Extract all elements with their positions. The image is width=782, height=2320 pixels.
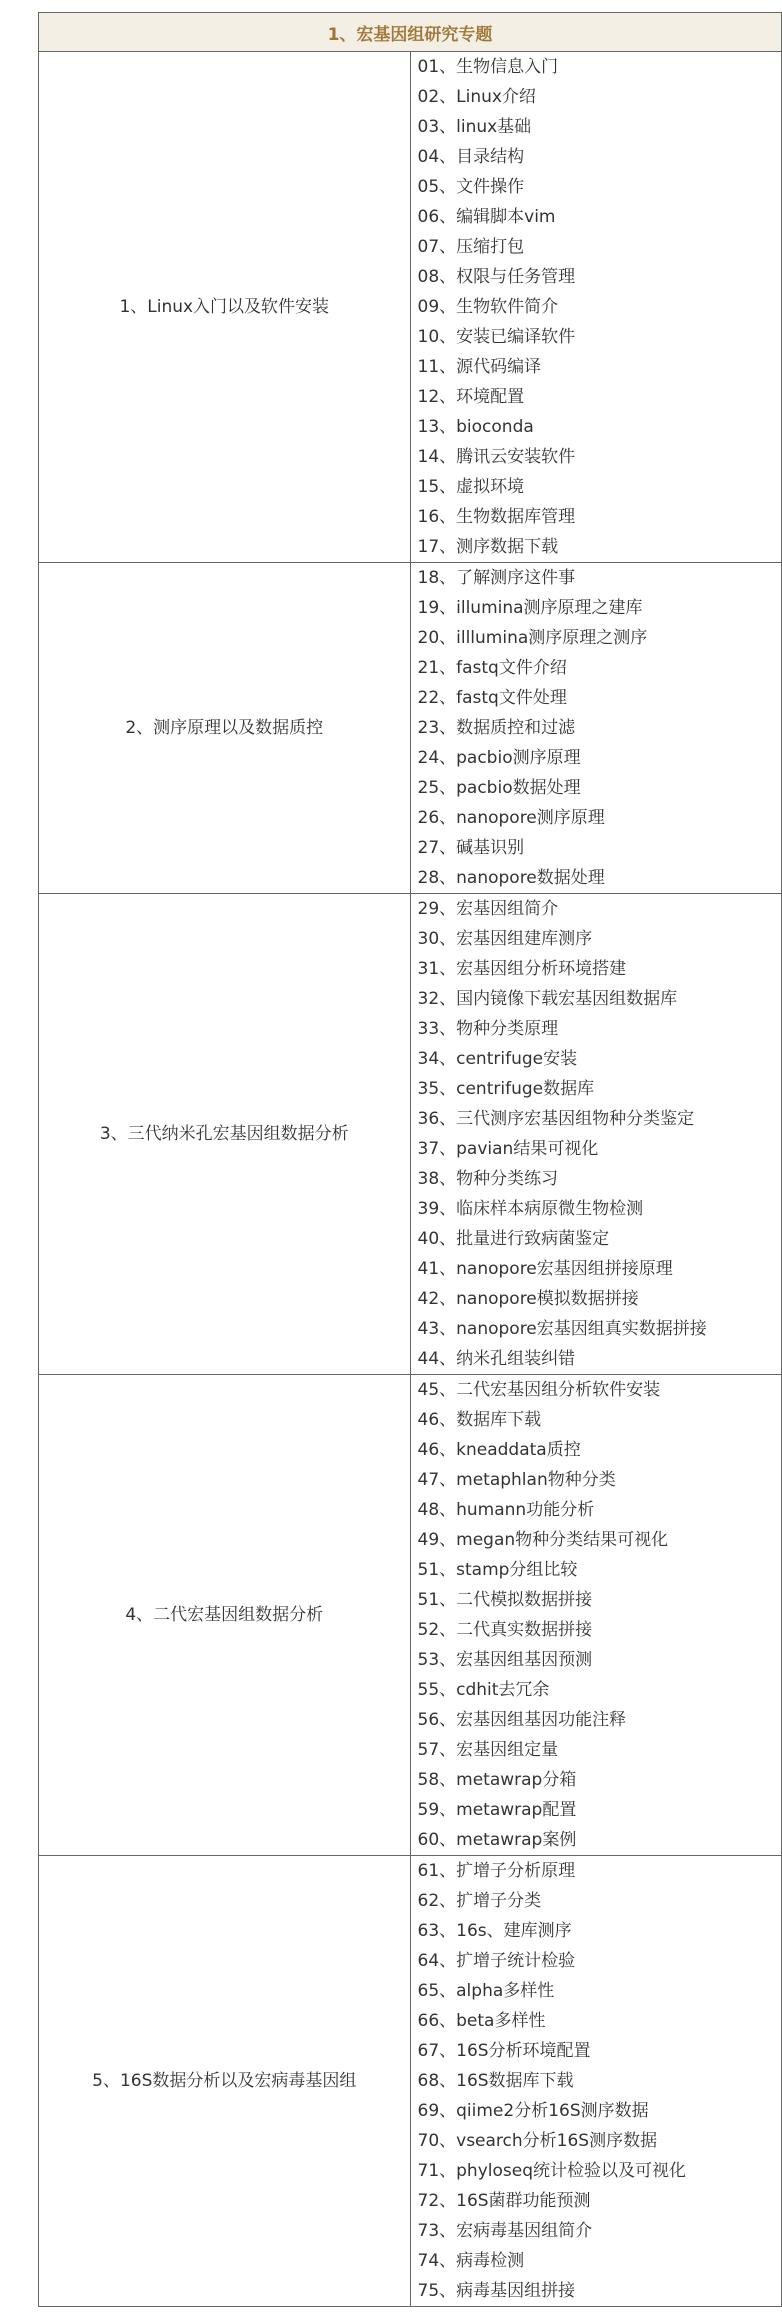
lesson-item: 74、病毒检测 <box>417 2251 525 2271</box>
section-items <box>410 563 782 894</box>
lesson-item: 24、pacbio测序原理 <box>417 748 581 768</box>
lesson-item: 27、碱基识别 <box>417 838 525 858</box>
lesson-item: 68、16S数据库下载 <box>417 2071 574 2091</box>
lesson-item: 43、nanopore宏基因组真实数据拼接 <box>417 1319 707 1339</box>
lesson-item: 36、三代测序宏基因组物种分类鉴定 <box>417 1109 695 1129</box>
lesson-item: 14、腾讯云安装软件 <box>417 447 576 467</box>
lesson-item: 61、扩增子分析原理 <box>417 1861 576 1881</box>
lesson-item: 02、Linux介绍 <box>417 87 536 107</box>
lesson-item: 62、扩增子分类 <box>417 1891 542 1911</box>
lesson-item: 57、宏基因组定量 <box>417 1740 559 1760</box>
lesson-item: 73、宏病毒基因组简介 <box>417 2221 593 2241</box>
lesson-item: 63、16s、建库测序 <box>417 1921 572 1941</box>
lesson-item: 05、文件操作 <box>417 177 525 197</box>
table-title: 1、宏基因组研究专题 <box>39 13 782 52</box>
lesson-item: 26、nanopore测序原理 <box>417 808 605 828</box>
lesson-item: 51、stamp分组比较 <box>417 1560 578 1580</box>
lesson-item: 51、二代模拟数据拼接 <box>417 1590 593 1610</box>
lesson-item: 37、pavian结果可视化 <box>417 1139 599 1159</box>
lesson-item: 32、国内镜像下载宏基因组数据库 <box>417 989 678 1009</box>
lesson-item: 70、vsearch分析16S测序数据 <box>417 2131 658 2151</box>
section-name: 3、三代纳米孔宏基因组数据分析 <box>39 894 411 1375</box>
section-items <box>410 1375 782 1856</box>
lesson-item: 39、临床样本病原微生物检测 <box>417 1199 644 1219</box>
lesson-item: 52、二代真实数据拼接 <box>417 1620 593 1640</box>
lesson-item: 46、数据库下载 <box>417 1410 542 1430</box>
lesson-item: 16、生物数据库管理 <box>417 507 576 527</box>
lesson-item: 29、宏基因组简介 <box>417 899 559 919</box>
lesson-item: 67、16S分析环境配置 <box>417 2041 591 2061</box>
lesson-item: 09、生物软件简介 <box>417 297 559 317</box>
lesson-item: 10、安装已编译软件 <box>417 327 576 347</box>
course-table <box>38 12 782 2307</box>
section-items <box>410 52 782 563</box>
lesson-item: 64、扩增子统计检验 <box>417 1951 576 1971</box>
section-items <box>410 1856 782 2307</box>
lesson-item: 23、数据质控和过滤 <box>417 718 576 738</box>
lesson-item: 28、nanopore数据处理 <box>417 868 605 888</box>
lesson-item: 04、目录结构 <box>417 147 525 167</box>
lesson-item: 65、alpha多样性 <box>417 1981 555 2001</box>
lesson-item: 35、centrifuge数据库 <box>417 1079 595 1099</box>
lesson-item: 06、编辑脚本vim <box>417 207 556 227</box>
section-row <box>39 52 782 563</box>
lesson-item: 42、nanopore模拟数据拼接 <box>417 1289 639 1309</box>
lesson-item: 20、illlumina测序原理之测序 <box>417 628 648 648</box>
lesson-item: 30、宏基因组建库测序 <box>417 929 593 949</box>
lesson-item: 21、fastq文件介绍 <box>417 658 567 678</box>
section-items <box>410 894 782 1375</box>
lesson-item: 49、megan物种分类结果可视化 <box>417 1530 669 1550</box>
lesson-item: 59、metawrap配置 <box>417 1800 577 1820</box>
lesson-item: 46、kneaddata质控 <box>417 1440 581 1460</box>
lesson-item: 22、fastq文件处理 <box>417 688 567 708</box>
lesson-item: 66、beta多样性 <box>417 2011 546 2031</box>
lesson-item: 55、cdhit去冗余 <box>417 1680 550 1700</box>
lesson-item: 69、qiime2分析16S测序数据 <box>417 2101 649 2121</box>
section-name: 2、测序原理以及数据质控 <box>39 563 411 894</box>
section-row <box>39 1375 782 1856</box>
title-row <box>39 13 782 52</box>
lesson-item: 44、纳米孔组装纠错 <box>417 1349 576 1369</box>
lesson-item: 33、物种分类原理 <box>417 1019 559 1039</box>
lesson-item: 48、humann功能分析 <box>417 1500 595 1520</box>
lesson-item: 58、metawrap分箱 <box>417 1770 577 1790</box>
lesson-item: 12、环境配置 <box>417 387 525 407</box>
lesson-item: 75、病毒基因组拼接 <box>417 2281 576 2301</box>
lesson-item: 31、宏基因组分析环境搭建 <box>417 959 627 979</box>
lesson-item: 34、centrifuge安装 <box>417 1049 578 1069</box>
lesson-item: 15、虚拟环境 <box>417 477 525 497</box>
lesson-item: 71、phyloseq统计检验以及可视化 <box>417 2161 686 2181</box>
lesson-item: 17、测序数据下载 <box>417 537 559 557</box>
section-name: 4、二代宏基因组数据分析 <box>39 1375 411 1856</box>
lesson-item: 72、16S菌群功能预测 <box>417 2191 591 2211</box>
lesson-item: 07、压缩打包 <box>417 237 525 257</box>
lesson-item: 40、批量进行致病菌鉴定 <box>417 1229 610 1249</box>
section-name: 1、Linux入门以及软件安装 <box>39 52 411 563</box>
lesson-item: 25、pacbio数据处理 <box>417 778 581 798</box>
lesson-item: 18、了解测序这件事 <box>417 568 576 588</box>
lesson-item: 45、二代宏基因组分析软件安装 <box>417 1380 661 1400</box>
lesson-item: 53、宏基因组基因预测 <box>417 1650 593 1670</box>
section-row <box>39 894 782 1375</box>
lesson-item: 19、illumina测序原理之建库 <box>417 598 643 618</box>
lesson-item: 03、linux基础 <box>417 117 532 137</box>
section-row <box>39 1856 782 2307</box>
lesson-item: 11、源代码编译 <box>417 357 542 377</box>
lesson-item: 01、生物信息入门 <box>417 57 559 77</box>
lesson-item: 08、权限与任务管理 <box>417 267 576 287</box>
lesson-item: 60、metawrap案例 <box>417 1830 577 1850</box>
lesson-item: 13、bioconda <box>417 417 534 437</box>
section-name: 5、16S数据分析以及宏病毒基因组 <box>39 1856 411 2307</box>
lesson-item: 56、宏基因组基因功能注释 <box>417 1710 627 1730</box>
section-row <box>39 563 782 894</box>
lesson-item: 38、物种分类练习 <box>417 1169 559 1189</box>
lesson-item: 47、metaphlan物种分类 <box>417 1470 616 1490</box>
lesson-item: 41、nanopore宏基因组拼接原理 <box>417 1259 673 1279</box>
